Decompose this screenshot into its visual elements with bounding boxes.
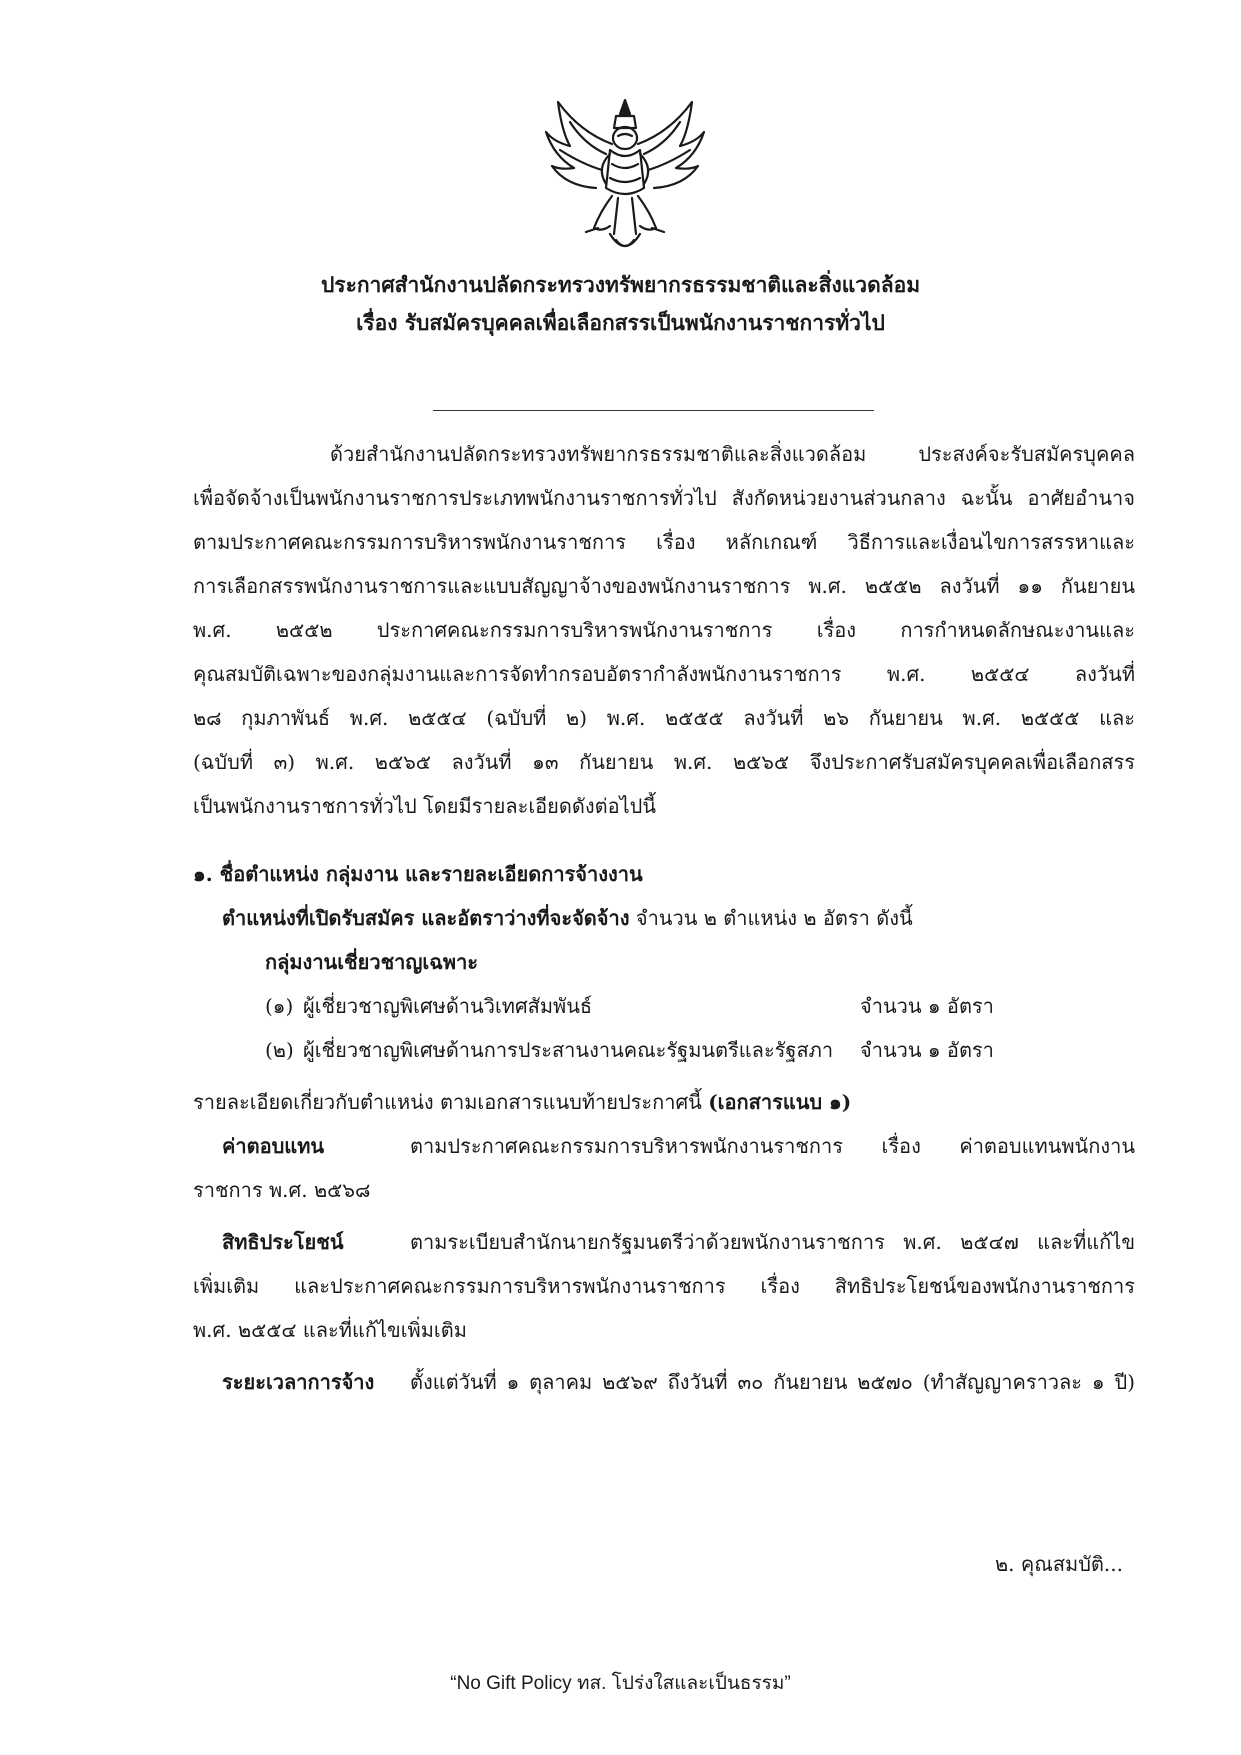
intro-line: ตามประกาศคณะกรรมการบริหารพนักงานราชการ เรื่อง หลักเกณฑ์ วิธีการและเงื่อนไขการสรรหาและ bbox=[193, 530, 1135, 554]
benefits-text: ตามระเบียบสำนักนายกรัฐมนตรีว่าด้วยพนักงานราชการ พ.ศ. ๒๕๔๗ และที่แก้ไข bbox=[410, 1230, 1135, 1254]
period-label: ระยะเวลาการจ้าง bbox=[222, 1370, 375, 1394]
title-divider bbox=[433, 410, 874, 411]
intro-line: เป็นพนักงานราชการทั่วไป โดยมีรายละเอียดดังต่อไปนี้ bbox=[193, 794, 657, 818]
positions-count: จำนวน ๒ ตำแหน่ง ๒ อัตรา ดังนี้ bbox=[635, 906, 913, 930]
intro-line: เพื่อจัดจ้างเป็นพนักงานราชการประเภทพนักงานราชการทั่วไป สังกัดหน่วยงานส่วนกลาง ฉะนั้น อาศัยอำนาจ bbox=[193, 486, 1135, 510]
intro-line: (ฉบับที่ ๓) พ.ศ. ๒๕๖๕ ลงวันที่ ๑๓ กันยายน พ.ศ. ๒๕๖๕ จึงประกาศรับสมัครบุคคลเพื่อเลือกสรร bbox=[193, 750, 1135, 774]
intro-paragraph bbox=[193, 432, 1135, 828]
position-item-name: ผู้เชี่ยวชาญพิเศษด้านวิเทศสัมพันธ์ bbox=[303, 994, 593, 1018]
attachment-reference: (เอกสารแนบ ๑) bbox=[708, 1090, 852, 1114]
position-item-no: (๒) bbox=[265, 1038, 294, 1062]
benefits-label: สิทธิประโยชน์ bbox=[222, 1230, 344, 1254]
benefits-text-end: พ.ศ. ๒๕๕๔ และที่แก้ไขเพิ่มเติม bbox=[193, 1318, 467, 1342]
position-details-line bbox=[193, 1080, 851, 1124]
compensation-text-cont: ราชการ พ.ศ. ๒๕๖๘ bbox=[193, 1178, 371, 1202]
positions-label: ตำแหน่งที่เปิดรับสมัคร และอัตราว่างที่จะจัดจ้าง bbox=[222, 906, 630, 930]
period-text: ตั้งแต่วันที่ ๑ ตุลาคม ๒๕๖๙ ถึงวันที่ ๓๐ กันยายน ๒๕๗๐ (ทำสัญญาคราวละ ๑ ปี) bbox=[410, 1370, 1135, 1394]
compensation-text: ตามประกาศคณะกรรมการบริหารพนักงานราชการ เรื่อง ค่าตอบแทนพนักงาน bbox=[410, 1134, 1135, 1158]
position-details-text: รายละเอียดเกี่ยวกับตำแหน่ง ตามเอกสารแนบท้ายประกาศนี้ bbox=[193, 1090, 702, 1114]
garuda-emblem-icon bbox=[540, 92, 710, 262]
position-item-no: (๑) bbox=[265, 994, 294, 1018]
position-item-count: จำนวน ๑ อัตรา bbox=[860, 1038, 994, 1062]
intro-line: พ.ศ. ๒๕๕๒ ประกาศคณะกรรมการบริหารพนักงานราชการ เรื่อง การกำหนดลักษณะงานและ bbox=[193, 618, 1135, 642]
announcement-title: ประกาศสำนักงานปลัดกระทรวงทรัพยากรธรรมชาติและสิ่งแวดล้อม bbox=[320, 272, 921, 297]
section-1-heading: ๑. ชื่อตำแหน่ง กลุ่มงาน และรายละเอียดการจ้างงาน bbox=[193, 862, 643, 886]
announcement-subject: เรื่อง รับสมัครบุคคลเพื่อเลือกสรรเป็นพนักงานราชการทั่วไป bbox=[356, 310, 885, 335]
intro-line: ๒๘ กุมภาพันธ์ พ.ศ. ๒๕๕๔ (ฉบับที่ ๒) พ.ศ. ๒๕๕๕ ลงวันที่ ๒๖ กันยายน พ.ศ. ๒๕๕๕ และ bbox=[193, 706, 1135, 730]
position-item-count: จำนวน ๑ อัตรา bbox=[860, 994, 994, 1018]
benefits-text-cont: เพิ่มเติม และประกาศคณะกรรมการบริหารพนักงานราชการ เรื่อง สิทธิประโยชน์ของพนักงานราชการ bbox=[193, 1274, 1135, 1298]
intro-line: คุณสมบัติเฉพาะของกลุ่มงานและการจัดทำกรอบอัตรากำลังพนักงานราชการ พ.ศ. ๒๕๕๔ ลงวันที่ bbox=[193, 662, 1135, 686]
job-group: กลุ่มงานเชี่ยวชาญเฉพาะ bbox=[265, 950, 479, 974]
continuation-marker: ๒. คุณสมบัติ... bbox=[995, 1552, 1123, 1576]
intro-line: การเลือกสรรพนักงานราชการและแบบสัญญาจ้างของพนักงานราชการ พ.ศ. ๒๕๕๒ ลงวันที่ ๑๑ กันยายน bbox=[193, 574, 1135, 598]
position-item-name: ผู้เชี่ยวชาญพิเศษด้านการประสานงานคณะรัฐมนตรีและรัฐสภา bbox=[303, 1038, 834, 1062]
compensation-label: ค่าตอบแทน bbox=[222, 1134, 325, 1158]
positions-line bbox=[222, 896, 913, 940]
intro-line: ด้วยสำนักงานปลัดกระทรวงทรัพยากรธรรมชาติและสิ่งแวดล้อม ประสงค์จะรับสมัครบุคคล bbox=[330, 442, 1135, 466]
no-gift-policy-footer: “No Gift Policy ทส. โปร่งใสและเป็นธรรม” bbox=[450, 1673, 791, 1694]
